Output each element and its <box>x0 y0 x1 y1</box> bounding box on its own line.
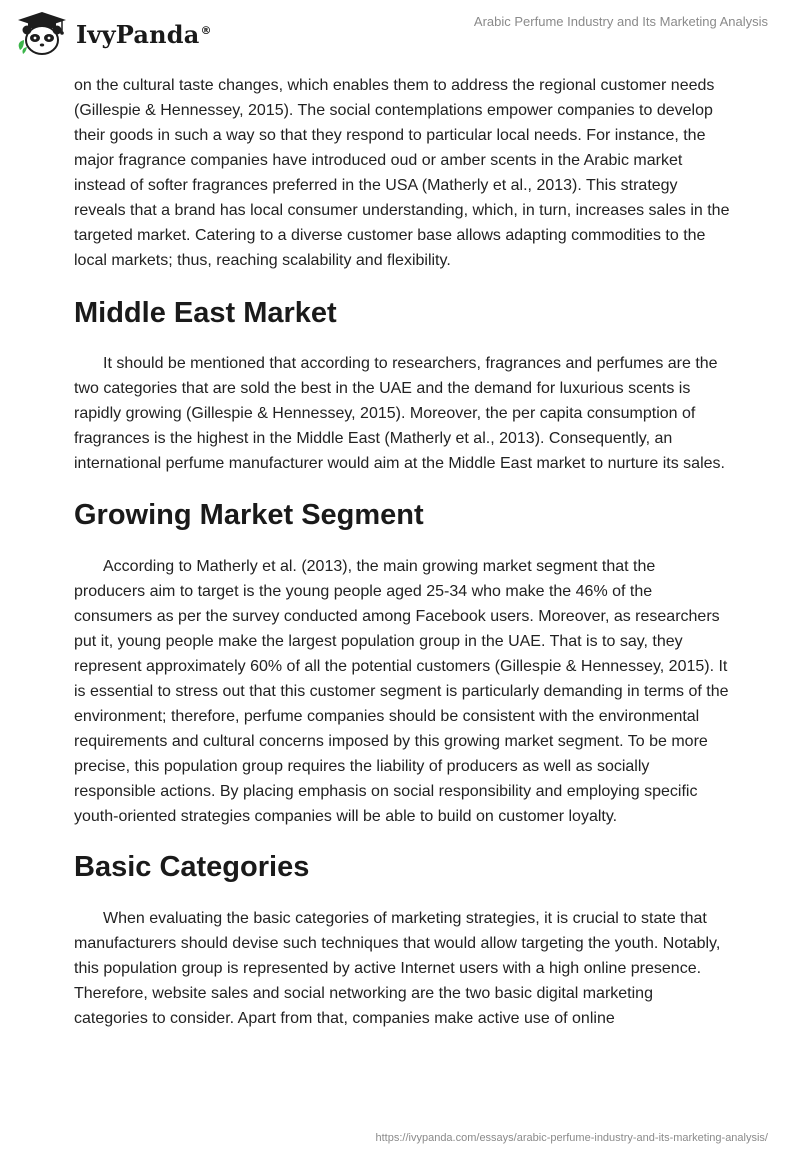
source-url[interactable]: https://ivypanda.com/essays/arabic-perfume-industry-and-its-marketing-analysis/ <box>375 1132 768 1144</box>
registered-mark: ® <box>200 23 212 37</box>
panda-graduate-icon <box>14 10 70 58</box>
ivypanda-logo[interactable] <box>14 10 212 58</box>
section-heading-growing-market-segment: Growing Market Segment <box>74 499 424 531</box>
essay-body <box>74 70 730 1031</box>
section-paragraph-growing-market-segment: According to Matherly et al. (2013), the main growing market segment that the producers aim to target is the young people aged 25-34 who make the 46% of the consumers as per the survey conducted among Facebook users. Moreover, as researchers put it, young people make the largest population group in the UAE. That is to say, they represent approximately 60% of all the potential customers (Gillespie & Hennessey, 2015). It is essential to stress out that this customer segment is particularly demanding in terms of the environment; therefore, perfume companies should be consistent with the environmental requirements and cultural concerns imposed by this growing market segment. To be more precise, this population group requires the liability of producers as well as socially responsible actions. By placing emphasis on social responsibility and employing specific youth-oriented strategies companies will be able to build on customer loyalty. <box>74 558 729 825</box>
section-paragraph-basic-categories: When evaluating the basic categories of marketing strategies, it is crucial to state that manufacturers should devise such techniques that would allow targeting the youth. Notably, this population group is represented by active Internet users with a high online presence. Therefore, website sales and social networking are the two basic digital marketing categories to consider. Apart from that, companies make active use of online <box>74 910 721 1027</box>
section-heading-middle-east-market: Middle East Market <box>74 297 337 329</box>
document-title: Arabic Perfume Industry and Its Marketing Analysis <box>473 14 768 29</box>
logo-wordmark: IvyPanda® <box>76 19 212 49</box>
intro-paragraph: on the cultural taste changes, which enables them to address the regional customer needs (Gillespie & Hennessey, 2015). The social contemplations empower companies to develop their goods in such a way so that they respond to particular local needs. For instance, the major fragrance companies have introduced oud or amber scents in the Arabic market instead of softer fragrances preferred in the USA (Matherly et al., 2013). This strategy reveals that a brand has local consumer understanding, which, in turn, increases sales in the targeted market. Catering to a diverse customer base allows adapting commodities to the local markets; thus, reaching scalability and flexibility. <box>74 77 730 269</box>
page-header <box>0 0 800 70</box>
section-heading-basic-categories: Basic Categories <box>74 851 310 883</box>
section-paragraph-middle-east-market: It should be mentioned that according to researchers, fragrances and perfumes are the two categories that are sold the best in the UAE and the demand for luxurious scents is rapidly growing (Gillespie & Hennessey, 2015). Moreover, the per capita consumption of fragrances is the highest in the Middle East (Matherly et al., 2013). Consequently, an international perfume manufacturer would aim at the Middle East market to nurture its sales. <box>74 355 725 472</box>
